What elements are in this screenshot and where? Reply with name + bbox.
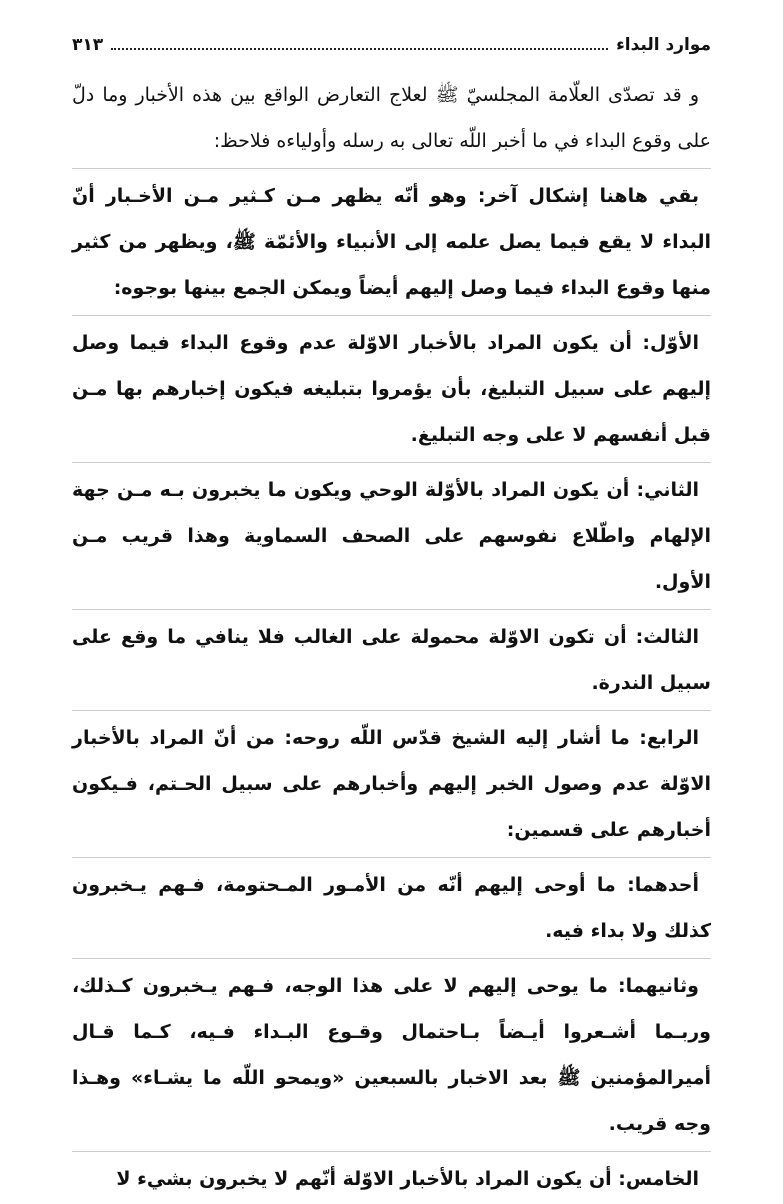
paragraph-divider	[72, 609, 711, 610]
paragraph-divider	[72, 315, 711, 316]
header-dot-leader	[111, 48, 608, 50]
paragraph-divider	[72, 958, 711, 959]
paragraph-intro: و قد تصدّى العلّامة المجلسيّ ﷺ لعلاج التعارض الواقع بين هذه الأخبار وما دلّ على وقوع البداء في ما أخبر اللّه تعالى به رسله وأولياءه فلاحظ:	[72, 84, 711, 152]
paragraph-fifth: الخامس: أن يكون المراد بالأخبار الاوّلة أنّهم لا يخبرون بشيء لا	[116, 1168, 699, 1190]
paragraph-fourth: الرابع: ما أشار إليه الشيخ قدّس اللّه روحه: من أنّ المراد بالأخبار الاوّلة عدم وصول الخبر إليهم وأخبارهم على سبيل الحـتم، فـيكون أخبارهم على قسمين:	[72, 727, 711, 841]
paragraph-divider	[72, 168, 711, 169]
paragraph-second: الثاني: أن يكون المراد بالأوّلة الوحي ويكون ما يخبرون بـه مـن جهة الإلهام واطّلاع نفوسهم على الصحف السماوية وهذا قريب مـن الأول.	[72, 479, 711, 593]
chapter-title: موارد البداء	[616, 35, 711, 55]
paragraph-problem: بقي هاهنا إشكال آخر: وهو أنّه يظهر مـن كـثير مـن الأخـبار أنّ البداء لا يقع فيما يصل علمه إلى الأنبياء والأئمّة ﷺ، ويظهر من كثير منها وقوع البداء فيما وصل إليهم أيضاً ويمكن الجمع بينها بوجوه:	[72, 185, 711, 299]
paragraph-divider	[72, 857, 711, 858]
paragraph-fourth-second-part: وثانيهما: ما يوحى إليهم لا على هذا الوجه، فـهم يـخبرون كـذلك، وربـما أشـعروا أيـضاً بـاحتمال وقـوع البـداء فـيه، كـما قـال أميرالمؤمنين ﷺ بعد الاخبار بالسبعين «ويمحو اللّه ما يشـاء» وهـذا وجه قريب.	[72, 975, 711, 1135]
paragraph-divider	[72, 462, 711, 463]
paragraph-first: الأوّل: أن يكون المراد بالأخبار الاوّلة عدم وقوع البداء فيما وصل إليهم على سبيل التبليغ، بأن يؤمروا بتبليغه فيكون إخبارهم بها مـن قبل أنفسهم لا على وجه التبليغ.	[72, 332, 711, 446]
page-body	[72, 72, 711, 1204]
page-number: ٣١٣	[72, 35, 104, 55]
paragraph-divider	[72, 1151, 711, 1152]
paragraph-fourth-first-part: أحدهما: ما أوحى إليهم أنّه من الأمـور المـحتومة، فـهم يـخبرون كذلك ولا بداء فيه.	[72, 874, 711, 942]
paragraph-divider	[72, 710, 711, 711]
running-header	[72, 30, 711, 60]
paragraph-third: الثالث: أن تكون الاوّلة محمولة على الغالب فلا ينافي ما وقع على سبيل الندرة.	[72, 626, 711, 694]
